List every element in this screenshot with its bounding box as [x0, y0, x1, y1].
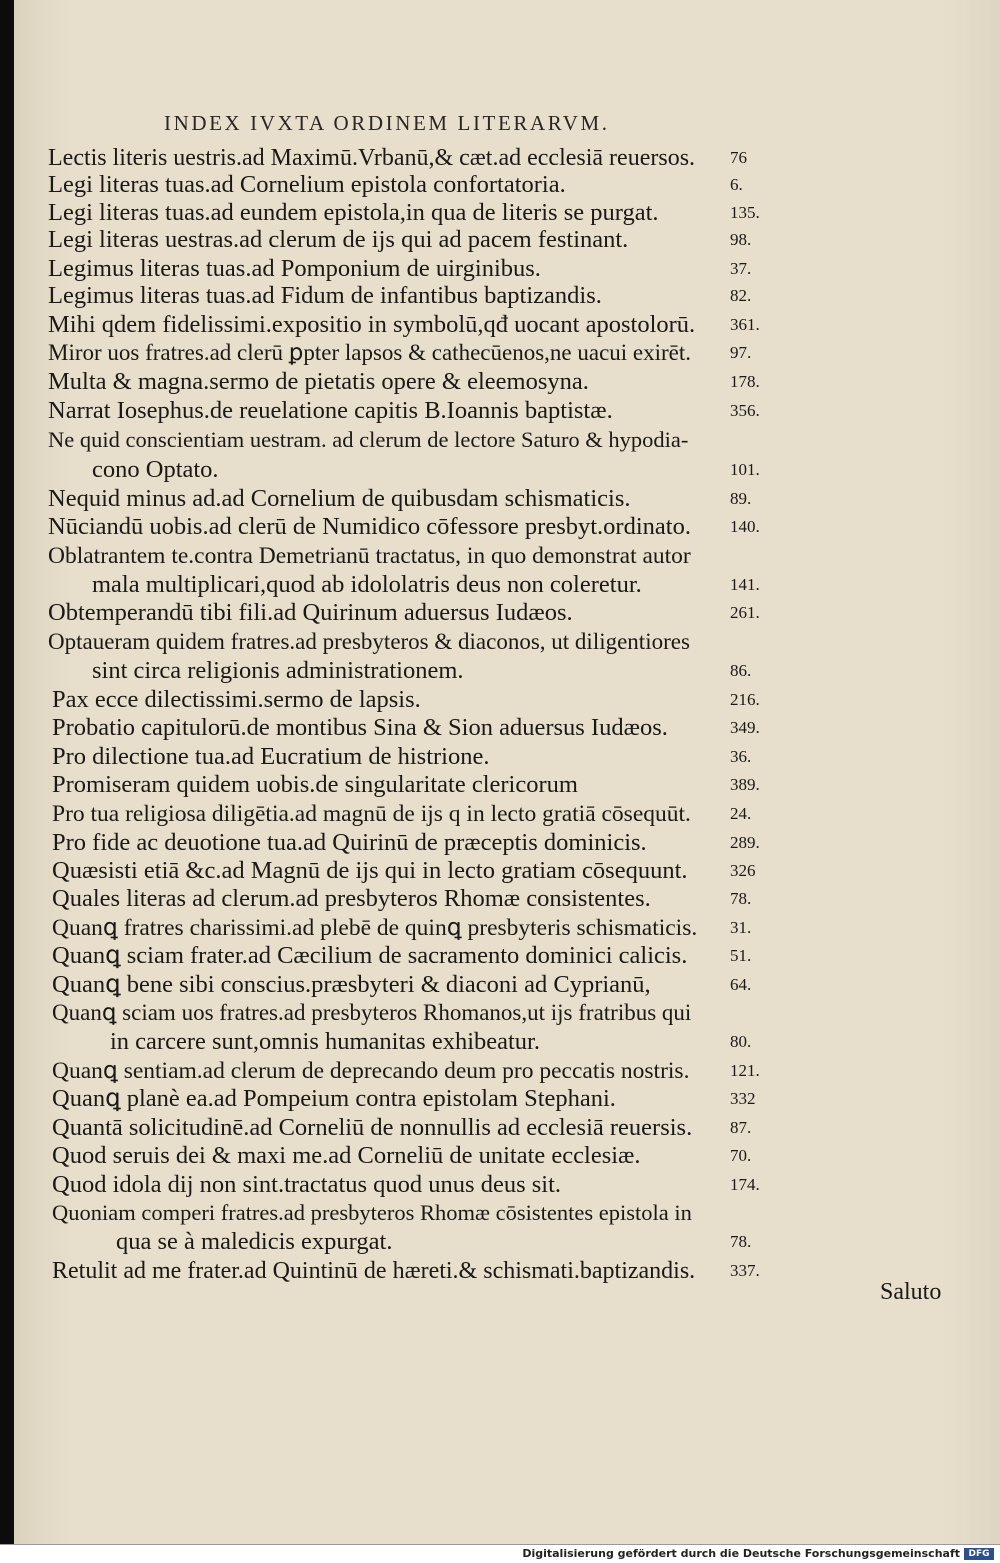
- index-entry-text: Mihi qdem fidelissimi.expositio in symbolū,qđ uocant apostolorū.: [48, 311, 696, 338]
- index-entry-text: Miror uos fratres.ad clerū ꝑpter lapsos & cathecūenos,ne uacui exirēt.: [48, 340, 692, 365]
- dfg-logo: DFG: [964, 1548, 994, 1560]
- index-entry-text: Lectis literis uestris.ad Maximū.Vrbanū,& cæt.ad ecclesiā reuersos.: [48, 145, 696, 171]
- index-entry-page: 174.: [730, 1175, 760, 1194]
- index-entry-page: 98.: [730, 230, 752, 249]
- index-entry-text: Retulit ad me frater.ad Quintinū de hæreti.& schismati.baptizandis.: [52, 1258, 696, 1284]
- index-entry-page: 101.: [730, 460, 760, 479]
- index-entry-text: Legimus literas tuas.ad Fidum de infantibus baptizandis.: [48, 282, 602, 309]
- index-entry-page: 356.: [730, 401, 760, 420]
- index-entry-page: 78.: [730, 889, 752, 908]
- index-entry-text: Quæsisti etiā &c.ad Magnū de ijs qui in lecto gratiam cōsequunt.: [52, 857, 688, 884]
- book-page: [14, 0, 1000, 1544]
- index-entry-page: 349.: [730, 718, 760, 737]
- index-entry-text: Quoniam comperi fratres.ad presbyteros Rhomæ cōsistentes epistola in: [52, 1200, 692, 1225]
- index-entry-text: Legi literas tuas.ad eundem epistola,in qua de literis se purgat.: [48, 199, 659, 226]
- index-entry-text: in carcere sunt,omnis humanitas exhibeatur.: [110, 1028, 540, 1055]
- index-entry-page: 135.: [730, 203, 760, 222]
- index-entry-page: 97.: [730, 343, 752, 362]
- footer-bar: [0, 1544, 1000, 1563]
- index-entry-text: Legi literas tuas.ad Cornelium epistola confortatoria.: [48, 171, 566, 198]
- index-entry-text: Multa & magna.sermo de pietatis opere & eleemosyna.: [48, 368, 589, 395]
- index-entry-page: 326: [730, 861, 756, 880]
- index-entry-page: 332: [730, 1089, 756, 1108]
- index-entry-text: Legimus literas tuas.ad Pomponium de uirginibus.: [48, 255, 541, 282]
- index-entry-text: Quales literas ad clerum.ad presbyteros Rhomæ consistentes.: [52, 885, 651, 912]
- catchword: Saluto: [880, 1279, 942, 1305]
- index-entry-page: 76: [730, 148, 747, 167]
- index-entry-text: Nūciandū uobis.ad clerū de Numidico cōfessore presbyt.ordinato.: [48, 513, 691, 540]
- index-entry-page: 121.: [730, 1061, 760, 1080]
- index-entry-page: 289.: [730, 833, 760, 852]
- index-entry-text: Pax ecce dilectissimi.sermo de lapsis.: [52, 686, 421, 713]
- index-entry-page: 140.: [730, 517, 760, 536]
- index-entry-text: Promiseram quidem uobis.de singularitate clericorum: [52, 771, 578, 798]
- index-entry-text: Obtemperandū tibi fili.ad Quirinum aduersus Iudæos.: [48, 599, 573, 626]
- index-entry-text: Legi literas uestras.ad clerum de ijs qui ad pacem festinant.: [48, 226, 629, 253]
- index-entry-text: Narrat Iosephus.de reuelatione capitis B.Ioannis baptistæ.: [48, 397, 613, 424]
- index-entry-text: Pro dilectione tua.ad Eucratium de histrione.: [52, 743, 490, 770]
- index-entry-page: 86.: [730, 661, 752, 680]
- index-entry-page: 24.: [730, 804, 752, 823]
- index-entry-page: 178.: [730, 372, 760, 391]
- index-entry-text: sint circa religionis administrationem.: [92, 657, 464, 684]
- index-entry-page: 64.: [730, 975, 752, 994]
- index-entry-text: qua se à maledicis expurgat.: [116, 1228, 393, 1255]
- index-entry-page: 389.: [730, 775, 760, 794]
- index-entry-text: Pro fide ac deuotione tua.ad Quirinū de præceptis dominicis.: [52, 829, 647, 856]
- index-entry-text: Nequid minus ad.ad Cornelium de quibusdam schismaticis.: [48, 485, 631, 512]
- index-entry-page: 361.: [730, 315, 760, 334]
- index-entry-text: Ne quid conscientiam uestram. ad clerum de lectore Saturo & hypodia-: [48, 427, 689, 452]
- index-entry-text: Quantā solicitudinē.ad Corneliū de nonnullis ad ecclesiā reuersis.: [52, 1114, 693, 1141]
- index-entry-page: 51.: [730, 946, 752, 965]
- index-entry-page: 78.: [730, 1232, 752, 1251]
- index-entry-text: Quanꝗ sentiam.ad clerum de deprecando deum pro peccatis nostris.: [52, 1058, 690, 1084]
- index-entry-text: Quanꝗ bene sibi conscius.præsbyteri & diaconi ad Cyprianū,: [52, 971, 651, 998]
- index-entry-text: Optaueram quidem fratres.ad presbyteros & diaconos, ut diligentiores: [48, 629, 690, 654]
- index-entry-page: 337.: [730, 1261, 760, 1280]
- index-entry-page: 87.: [730, 1118, 752, 1137]
- index-entry-page: 216.: [730, 690, 760, 709]
- index-entry-text: Quanꝗ sciam frater.ad Cæcilium de sacramento dominici calicis.: [52, 942, 688, 969]
- index-entry-page: 70.: [730, 1146, 752, 1165]
- index-entry-page: 37.: [730, 259, 752, 278]
- index-entry-text: Quanꝗ sciam uos fratres.ad presbyteros Rhomanos,ut ijs fratribus qui: [52, 1000, 692, 1025]
- index-entry-text: mala multiplicari,quod ab idololatris deus non coleretur.: [92, 571, 642, 598]
- index-entry-text: Pro tua religiosa diligētia.ad magnū de ijs q in lecto gratiā cōsequūt.: [52, 801, 691, 827]
- index-entry-page: 261.: [730, 603, 760, 622]
- index-entry-text: Probatio capitulorū.de montibus Sina & Sion aduersus Iudæos.: [52, 714, 668, 741]
- index-entry-page: 31.: [730, 918, 752, 937]
- index-entry-text: Quod idola dij non sint.tractatus quod unus deus sit.: [52, 1171, 562, 1198]
- running-head: INDEX IVXTA ORDINEM LITERARVM.: [164, 111, 610, 135]
- index-entry-page: 80.: [730, 1032, 752, 1051]
- index-entry-text: Quod seruis dei & maxi me.ad Corneliū de unitate ecclesiæ.: [52, 1142, 641, 1169]
- index-entry-page: 89.: [730, 489, 752, 508]
- footer-credit: Digitalisierung gefördert durch die Deutsche Forschungsgemeinschaft: [522, 1547, 960, 1560]
- index-entry-page: 6.: [730, 175, 743, 194]
- index-entry-text: cono Optato.: [92, 456, 219, 483]
- index-entry-page: 141.: [730, 575, 760, 594]
- index-entry-page: 36.: [730, 747, 752, 766]
- index-entry-page: 82.: [730, 286, 752, 305]
- index-entries: [14, 0, 1000, 1544]
- index-entry-text: Quanꝗ planè ea.ad Pompeium contra epistolam Stephani.: [52, 1085, 616, 1112]
- index-entry-text: Quanꝗ fratres charissimi.ad plebē de quinꝗ presbyteris schismaticis.: [52, 915, 698, 941]
- index-entry-text: Oblatrantem te.contra Demetrianū tractatus, in quo demonstrat autor: [48, 543, 691, 569]
